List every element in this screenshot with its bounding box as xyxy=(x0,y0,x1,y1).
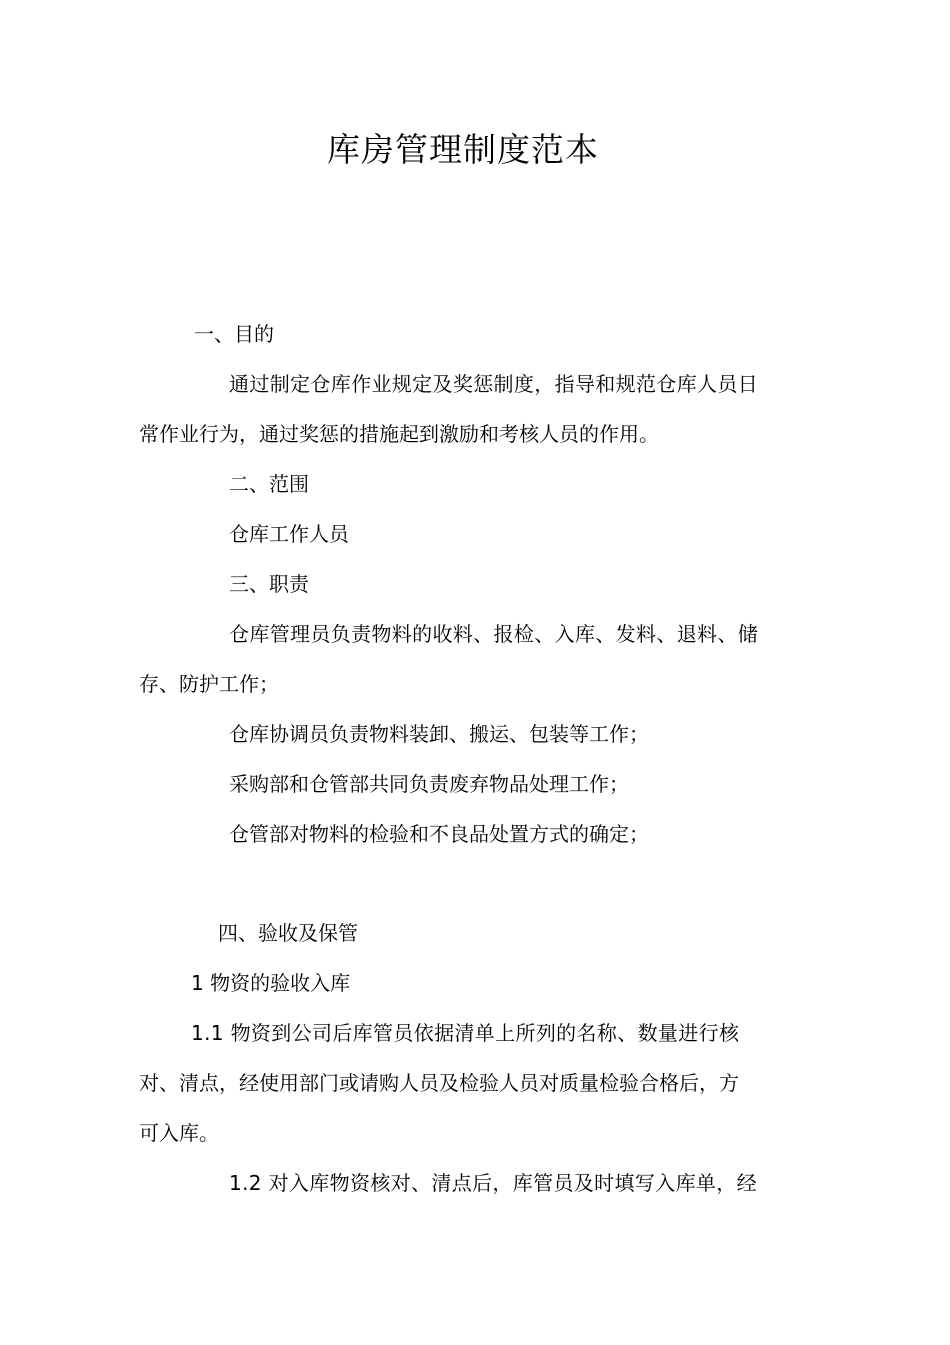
paragraph-line: 1.1 物资到公司后库管员依据清单上所列的名称、数量进行核 xyxy=(191,1021,740,1045)
document-title: 库房管理制度范本 xyxy=(327,130,599,169)
paragraph-line: 仓库工作人员 xyxy=(229,522,349,546)
paragraph-line: 对、清点，经使用部门或请购人员及检验人员对质量检验合格后，方 xyxy=(139,1071,739,1095)
paragraph-line: 可入库。 xyxy=(139,1121,219,1145)
paragraph-line: 存、防护工作； xyxy=(139,672,279,696)
section-heading-scope: 二、范围 xyxy=(229,472,309,496)
paragraph-line: 通过制定仓库作业规定及奖惩制度，指导和规范仓库人员日 xyxy=(229,372,759,396)
section-heading-purpose: 一、目的 xyxy=(194,322,274,346)
paragraph-line: 仓库管理员负责物料的收料、报检、入库、发料、退料、储 xyxy=(229,622,759,646)
paragraph-line: 采购部和仓管部共同负责废弃物品处理工作； xyxy=(229,772,629,796)
section-heading-duties: 三、职责 xyxy=(229,572,309,596)
paragraph-line: 仓库协调员负责物料装卸、搬运、包装等工作； xyxy=(229,722,649,746)
subsection-heading: 1 物资的验收入库 xyxy=(191,971,351,995)
paragraph-line: 仓管部对物料的检验和不良品处置方式的确定； xyxy=(229,822,649,846)
paragraph-line: 1.2 对入库物资核对、清点后，库管员及时填写入库单，经 xyxy=(229,1171,757,1195)
section-heading-acceptance: 四、验收及保管 xyxy=(218,921,358,945)
paragraph-line: 常作业行为，通过奖惩的措施起到激励和考核人员的作用。 xyxy=(139,422,659,446)
